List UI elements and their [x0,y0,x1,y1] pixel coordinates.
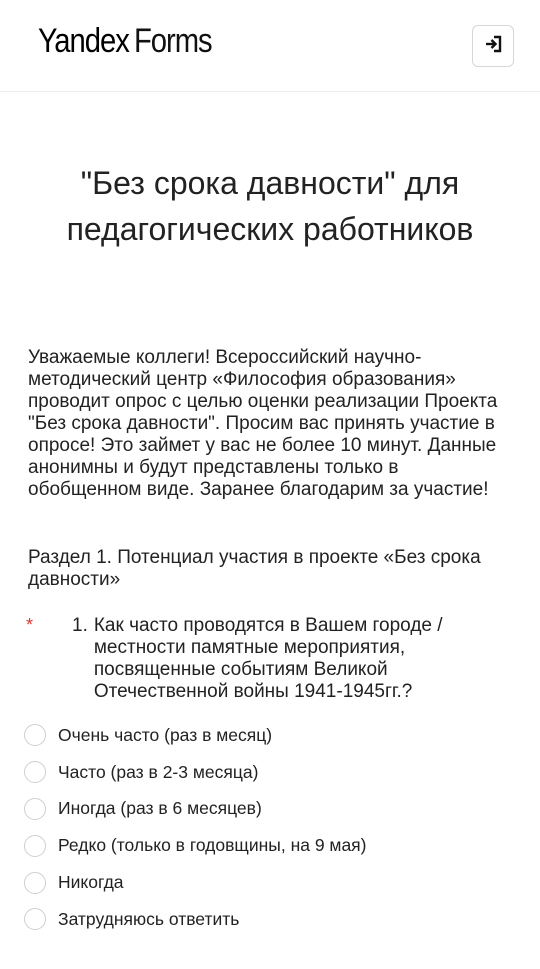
radio-button[interactable] [24,872,46,894]
question-1-options [24,717,504,938]
radio-button[interactable] [24,908,46,930]
option-very-often[interactable] [24,717,504,754]
yandex-forms-logo[interactable] [38,22,212,61]
required-marker: * [26,615,34,635]
logo-brand: Yandex [38,22,129,60]
form-title: "Без срока давности" для педагогических работников [66,165,474,247]
form-description: Уважаемые коллеги! Всероссийский научно-методический центр «Философия образования» проводит опрос с целью оценки реализации Проекта "Без срока давности". Просим вас принять участие в опросе! Это займет у вас не более 10 минут. Данные анонимны и будут представлены только в обобщенном виде. Заранее благодарим за участие! [28,347,498,500]
radio-button[interactable] [24,798,46,820]
header-bar [0,0,540,92]
question-number: 1. [72,615,88,636]
radio-button[interactable] [24,835,46,857]
option-hard-to-say[interactable] [24,901,504,938]
exit-button[interactable] [472,25,514,67]
logo-product: Forms [133,22,212,60]
option-label: Затрудняюсь ответить [58,908,240,929]
radio-button[interactable] [24,761,46,783]
option-sometimes[interactable] [24,791,504,828]
section-title: Раздел 1. Потенциал участия в проекте «Без срока давности» [28,547,481,590]
question-1 [72,615,502,703]
option-rarely[interactable] [24,827,504,864]
option-often[interactable] [24,754,504,791]
option-label: Очень часто (раз в месяц) [58,724,273,745]
option-label: Часто (раз в 2-3 месяца) [58,761,259,782]
sign-out-icon [483,34,503,59]
option-label: Иногда (раз в 6 месяцев) [58,798,262,819]
option-never[interactable] [24,864,504,901]
option-label: Редко (только в годовщины, на 9 мая) [58,835,367,856]
question-text: Как часто проводятся в Вашем городе / местности памятные мероприятия, посвященные событиям Великой Отечественной войны 1941-1945гг.? [93,615,443,702]
radio-button[interactable] [24,724,46,746]
option-label: Никогда [58,872,124,893]
